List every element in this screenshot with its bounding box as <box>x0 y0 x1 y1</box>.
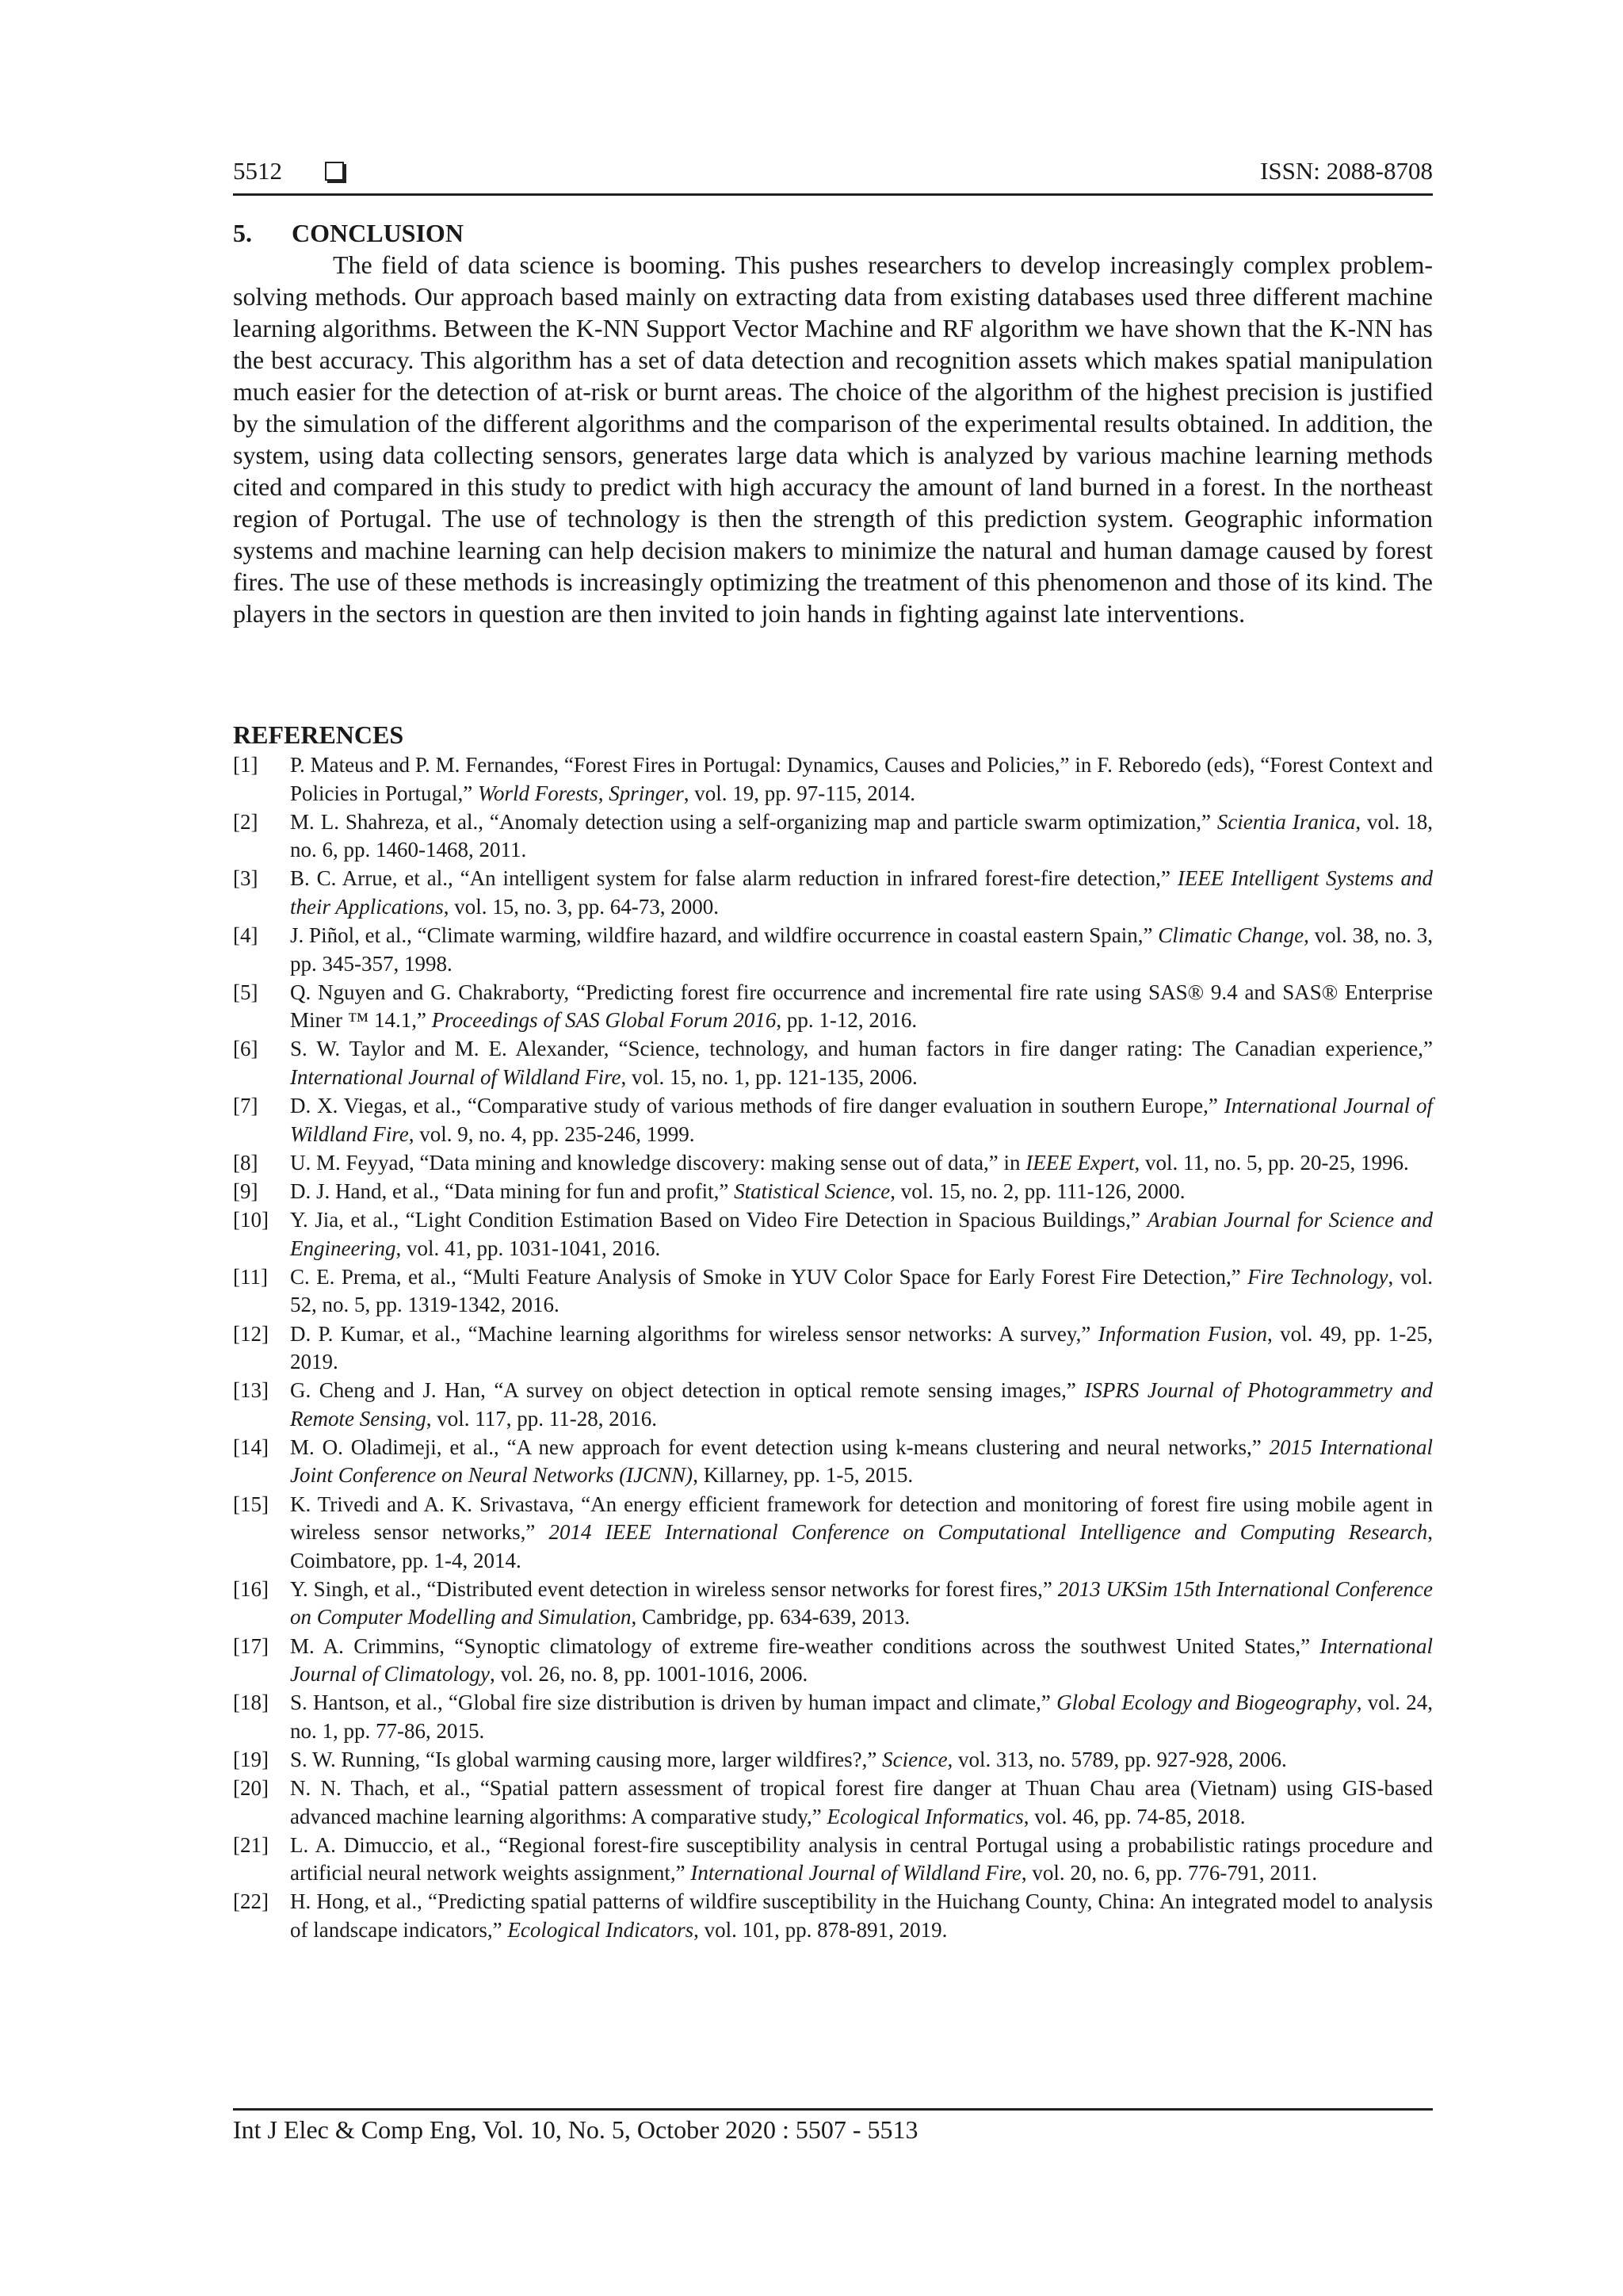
reference-index: [14] <box>233 1435 269 1459</box>
reference-authors-title: L. A. Dimuccio, et al., “Regional forest-fire susceptibility analysis in central Portugal using a probabilistic ratings procedure and artificial neural network weights assignment,” <box>290 1832 1433 1885</box>
reference-item <box>233 1149 1433 1178</box>
reference-item <box>233 1263 1433 1320</box>
reference-venue: Information Fusion <box>1098 1321 1268 1346</box>
section-title: CONCLUSION <box>292 219 464 247</box>
reference-venue: Scientia Iranica <box>1216 809 1356 834</box>
reference-item <box>233 922 1433 978</box>
reference-authors-title: J. Piñol, et al., “Climate warming, wildfire hazard, and wildfire occurrence in coastal eastern Spain,” <box>290 923 1159 948</box>
reference-details: , vol. 26, no. 8, pp. 1001-1016, 2006. <box>490 1662 808 1686</box>
reference-authors-title: M. L. Shahreza, et al., “Anomaly detection using a self-organizing map and particle swarm optimization,” <box>290 809 1217 834</box>
reference-index: [3] <box>233 866 258 891</box>
reference-authors-title: N. N. Thach, et al., “Spatial pattern assessment of tropical forest fire danger at Thuan Chau area (Vietnam) using GIS-based advanced machine learning algorithms: A comparative study,” <box>290 1776 1433 1828</box>
reference-venue: Science <box>882 1747 948 1771</box>
reference-details: , vol. 15, no. 1, pp. 121-135, 2006. <box>621 1064 918 1089</box>
reference-index: [17] <box>233 1633 269 1658</box>
reference-venue: 2014 IEEE International Conference on Computational Intelligence and Computing Research <box>548 1520 1428 1545</box>
conclusion-section <box>233 217 1433 629</box>
reference-authors-title: Q. Nguyen and G. Chakraborty, “Predicting forest fire occurrence and incremental fire rate using SAS® 9.4 and SAS® Enterprise Miner ™ 14.1,” <box>290 980 1433 1033</box>
section-heading <box>233 217 1433 249</box>
reference-text <box>290 923 1433 976</box>
reference-text <box>290 1094 1433 1146</box>
reference-venue: Climatic Change <box>1158 923 1304 948</box>
journal-citation: Int J Elec & Comp Eng, Vol. 10, No. 5, October 2020 : 5507 - 5513 <box>233 2115 918 2144</box>
reference-index: [22] <box>233 1889 269 1914</box>
reference-details: , vol. 41, pp. 1031-1041, 2016. <box>395 1236 661 1260</box>
reference-venue: IEEE Intelligent Systems and their Applications <box>290 866 1434 919</box>
reference-authors-title: S. W. Taylor and M. E. Alexander, “Science, technology, and human factors in fire danger rating: The Canadian experience,” <box>290 1037 1433 1061</box>
reference-item <box>233 808 1433 865</box>
reference-venue: 2015 International Joint Conference on Neural Networks (IJCNN) <box>290 1435 1433 1488</box>
reference-authors-title: Y. Singh, et al., “Distributed event detection in wireless sensor networks for forest fires,” <box>290 1576 1058 1601</box>
reference-index: [8] <box>233 1150 258 1175</box>
reference-venue: Proceedings of SAS Global Forum 2016 <box>431 1008 777 1033</box>
reference-text <box>290 753 1433 805</box>
reference-index: [11] <box>233 1264 268 1289</box>
reference-text <box>290 1577 1433 1629</box>
reference-index: [10] <box>233 1208 269 1232</box>
reference-text <box>290 1265 1433 1317</box>
reference-index: [15] <box>233 1492 269 1516</box>
reference-authors-title: S. Hantson, et al., “Global fire size distribution is driven by human impact and climate,” <box>290 1690 1057 1715</box>
conclusion-paragraph: The field of data science is booming. This pushes researchers to develop increasingly complex problem-solving methods. Our approach based mainly on extracting data from existing databases used three different machine learning algorithms. Between the K-NN Support Vector Machine and RF algorithm we have shown that the K-NN has the best accuracy. This algorithm has a set of data detection and recognition assets which makes spatial manipulation much easier for the detection of at-risk or burnt areas. The choice of the algorithm of the highest precision is justified by the simulation of the different algorithms and the comparison of the experimental results obtained. In addition, the system, using data collecting sensors, generates large data which is analyzed by various machine learning methods cited and compared in this study to predict with high accuracy the amount of land burned in a forest. In the northeast region of Portugal. The use of technology is then the strength of this prediction system. Geographic information systems and machine learning can help decision makers to minimize the natural and human damage caused by forest fires. The use of these methods is increasingly optimizing the treatment of this phenomenon and those of its kind. The players in the sectors in question are then invited to join hands in fighting against late interventions. <box>233 250 1433 628</box>
reference-authors-title: D. J. Hand, et al., “Data mining for fun and profit,” <box>290 1179 735 1203</box>
reference-item <box>233 1576 1433 1632</box>
reference-index: [19] <box>233 1747 269 1771</box>
reference-text <box>290 980 1433 1033</box>
references-section <box>233 718 1433 1945</box>
reference-venue: Ecological Informatics <box>827 1804 1024 1828</box>
reference-item <box>233 1633 1433 1689</box>
reference-index: [18] <box>233 1690 269 1715</box>
reference-details: , vol. 18, no. 6, pp. 1460-1468, 2011. <box>290 809 1433 862</box>
reference-authors-title: G. Cheng and J. Han, “A survey on object detection in optical remote sensing images,” <box>290 1378 1085 1403</box>
reference-text <box>290 1690 1433 1743</box>
reference-text <box>290 1179 1186 1203</box>
reference-item <box>233 1092 1433 1148</box>
square-bullet-icon <box>325 162 344 181</box>
reference-authors-title: H. Hong, et al., “Predicting spatial patterns of wildfire susceptibility in the Huichang County, China: An integrated model to analysis of landscape indicators,” <box>290 1889 1433 1942</box>
reference-item <box>233 1832 1433 1888</box>
reference-details: , vol. 52, no. 5, pp. 1319-1342, 2016. <box>290 1264 1433 1317</box>
reference-text <box>290 810 1433 862</box>
reference-text <box>290 1889 1433 1942</box>
reference-details: , pp. 1-12, 2016. <box>776 1008 918 1033</box>
reference-venue: International Journal of Wildland Fire <box>290 1094 1434 1146</box>
reference-authors-title: M. O. Oladimeji, et al., “A new approach for event detection using k-means clustering and neural networks,” <box>290 1435 1270 1459</box>
reference-details: , vol. 46, pp. 74-85, 2018. <box>1023 1804 1246 1828</box>
reference-item <box>233 1320 1433 1377</box>
reference-index: [16] <box>233 1576 269 1601</box>
reference-venue: ISPRS Journal of Photogrammetry and Remote Sensing <box>290 1378 1434 1431</box>
reference-details: , vol. 117, pp. 11-28, 2016. <box>426 1406 657 1431</box>
reference-text <box>290 1208 1433 1260</box>
reference-item <box>233 1206 1433 1263</box>
reference-details: , vol. 15, no. 3, pp. 64-73, 2000. <box>443 894 719 919</box>
reference-text <box>290 1634 1433 1687</box>
reference-authors-title: Y. Jia, et al., “Light Condition Estimation Based on Video Fire Detection in Spacious Buildings,” <box>290 1208 1148 1232</box>
reference-item <box>233 1888 1433 1944</box>
reference-text <box>290 1748 1287 1771</box>
reference-index: [4] <box>233 923 258 948</box>
reference-details: , Cambridge, pp. 634-639, 2013. <box>631 1605 911 1629</box>
reference-details: , vol. 38, no. 3, pp. 345-357, 1998. <box>290 923 1433 976</box>
reference-venue: Global Ecology and Biogeography <box>1056 1690 1357 1715</box>
reference-authors-title: M. A. Crimmins, “Synoptic climatology of extreme fire-weather conditions across the southwest United States,” <box>290 1633 1320 1658</box>
reference-details: , vol. 15, no. 2, pp. 111-126, 2000. <box>890 1179 1186 1203</box>
reference-item <box>233 1434 1433 1490</box>
reference-text <box>290 1435 1433 1488</box>
page-footer <box>233 2108 1433 2145</box>
reference-text <box>290 1378 1433 1431</box>
reference-authors-title: C. E. Prema, et al., “Multi Feature Analysis of Smoke in YUV Color Space for Early Forest Fire Detection,” <box>290 1264 1248 1289</box>
reference-authors-title: D. P. Kumar, et al., “Machine learning algorithms for wireless sensor networks: A survey,” <box>290 1321 1098 1346</box>
reference-item <box>233 979 1433 1035</box>
reference-item <box>233 1178 1433 1206</box>
reference-text <box>290 1037 1433 1089</box>
reference-details: , vol. 19, pp. 97-115, 2014. <box>683 781 916 805</box>
reference-index: [20] <box>233 1776 269 1801</box>
reference-index: [21] <box>233 1832 269 1857</box>
reference-details: , vol. 101, pp. 878-891, 2019. <box>693 1917 948 1942</box>
reference-venue: Arabian Journal for Science and Engineering <box>290 1208 1433 1260</box>
reference-item <box>233 1035 1433 1091</box>
reference-venue: 2013 UKSim 15th International Conference on Computer Modelling and Simulation <box>290 1576 1433 1629</box>
reference-venue: Statistical Science <box>734 1179 891 1203</box>
issn: ISSN: 2088-8708 <box>1260 157 1433 185</box>
reference-item <box>233 1491 1433 1576</box>
reference-details: , vol. 49, pp. 1-25, 2019. <box>290 1321 1433 1374</box>
reference-text <box>290 1492 1433 1572</box>
reference-index: [6] <box>233 1037 258 1061</box>
reference-authors-title: U. M. Feyyad, “Data mining and knowledge discovery: making sense out of data,” in <box>290 1150 1026 1175</box>
reference-venue: IEEE Expert <box>1025 1150 1135 1175</box>
reference-venue: Fire Technology <box>1247 1264 1388 1289</box>
references-heading: REFERENCES <box>233 720 404 749</box>
reference-item <box>233 865 1433 921</box>
reference-list <box>233 751 1433 1944</box>
reference-venue: International Journal of Wildland Fire <box>290 1064 621 1089</box>
reference-item <box>233 1746 1433 1775</box>
reference-text <box>290 866 1433 919</box>
reference-text <box>290 1151 1409 1175</box>
reference-venue: Ecological Indicators <box>507 1917 694 1942</box>
reference-index: [5] <box>233 980 258 1004</box>
reference-details: , vol. 9, no. 4, pp. 235-246, 1999. <box>408 1121 695 1146</box>
reference-details: , Killarney, pp. 1-5, 2015. <box>693 1463 914 1488</box>
reference-venue: World Forests, Springer <box>477 781 684 805</box>
reference-index: [7] <box>233 1094 258 1118</box>
page-header <box>233 149 1433 196</box>
reference-details: , vol. 20, no. 6, pp. 776-791, 2011. <box>1021 1861 1318 1885</box>
reference-authors-title: P. Mateus and P. M. Fernandes, “Forest Fires in Portugal: Dynamics, Causes and Policies,” in F. Reboredo (eds), “Forest Context and Policies in Portugal,” <box>290 753 1433 805</box>
reference-details: , vol. 24, no. 1, pp. 77-86, 2015. <box>290 1690 1433 1743</box>
reference-details: , vol. 11, no. 5, pp. 20-25, 1996. <box>1134 1150 1409 1175</box>
page-number: 5512 <box>233 157 282 185</box>
reference-venue: International Journal of Climatology <box>290 1633 1433 1686</box>
reference-item <box>233 751 1433 808</box>
reference-text <box>290 1833 1433 1885</box>
reference-authors-title: D. X. Viegas, et al., “Comparative study of various methods of fire danger evaluation in southern Europe,” <box>290 1094 1224 1118</box>
reference-text <box>290 1322 1433 1374</box>
reference-details: , Coimbatore, pp. 1-4, 2014. <box>290 1520 1433 1572</box>
reference-authors-title: K. Trivedi and A. K. Srivastava, “An energy efficient framework for detection and monitoring of forest fire using mobile agent in wireless sensor networks,” <box>290 1492 1433 1545</box>
reference-index: [1] <box>233 753 258 777</box>
reference-item <box>233 1775 1433 1831</box>
reference-index: [13] <box>233 1378 269 1403</box>
reference-text <box>290 1776 1433 1828</box>
reference-details: , vol. 313, no. 5789, pp. 927-928, 2006. <box>947 1747 1287 1771</box>
reference-authors-title: S. W. Running, “Is global warming causing more, larger wildfires?,” <box>290 1747 883 1771</box>
reference-index: [12] <box>233 1321 269 1346</box>
reference-item <box>233 1377 1433 1433</box>
reference-authors-title: B. C. Arrue, et al., “An intelligent system for false alarm reduction in infrared forest-fire detection,” <box>290 866 1178 891</box>
reference-index: [9] <box>233 1179 258 1203</box>
reference-index: [2] <box>233 809 258 834</box>
reference-venue: International Journal of Wildland Fire <box>690 1861 1022 1885</box>
reference-item <box>233 1689 1433 1745</box>
section-number: 5. <box>233 219 252 247</box>
